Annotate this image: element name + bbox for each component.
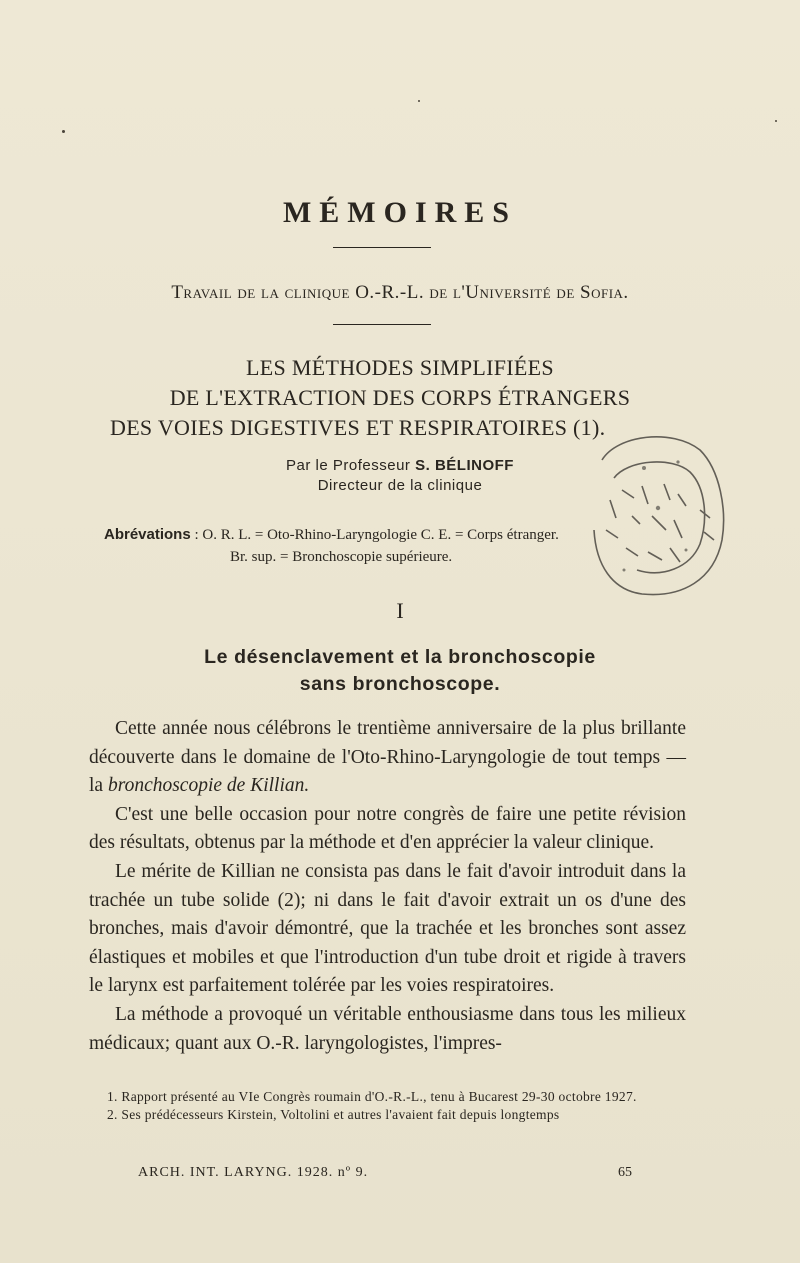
paper-speck [775, 120, 777, 122]
divider-rule [333, 324, 431, 325]
section-subtitle-line-1: Le désenclavement et la bronchoscopie [204, 646, 596, 668]
section-title: MÉMOIRES [282, 196, 517, 229]
article-title-line-1: LES MÉTHODES SIMPLIFIÉES [246, 355, 554, 380]
paper-speck [62, 130, 65, 133]
journal-citation: ARCH. INT. LARYNG. 1928. nº 9. [138, 1165, 369, 1180]
abbreviations-line-2: Br. sup. = Bronchoscopie supérieure. [230, 549, 453, 565]
institution-line: Travail de la clinique O.-R.-L. de l'Université de Sofia. [171, 282, 629, 303]
article-title-line-3: DES VOIES DIGESTIVES ET RESPIRATOIRES (1). [110, 415, 606, 440]
author-name: S. BÉLINOFF [415, 457, 514, 474]
paper-speck [418, 100, 420, 102]
paragraph-1-italic: bronchoscopie de Killian. [107, 775, 310, 797]
article-title-line-2: DE L'EXTRACTION DES CORPS ÉTRANGERS [169, 385, 631, 410]
section-subtitle-line-2: sans bronchoscope. [299, 673, 501, 695]
paragraph-1-text: Cette année nous célébrons le trentième anniversaire de la plus brillante découverte dans le domaine de l'Oto-Rhino-Laryngologie de tout temps — la [89, 718, 686, 797]
divider-rule [333, 247, 431, 248]
abbreviations-line-1 [104, 526, 559, 544]
paragraph-3: Le mérite de Killian ne consista pas dans le fait d'avoir introduit dans la trachée un tube solide (2); ni dans le fait d'avoir extrait un os d'une des bronches, mais d'avoir démontré, que la trachée et les bronches sont assez élastiques et mobiles et que l'introduction d'un tube droit et rigide à travers le larynx est parfaitement tolérée par les voies respiratoires. [89, 860, 686, 997]
paragraph-1 [89, 715, 686, 801]
library-stamp [582, 420, 732, 610]
paragraph-4: La méthode a provoqué un véritable enthousiasme dans tous les milieux médicaux; quant aux O.-R. laryngologistes, l'impres- [89, 1003, 686, 1054]
author-prefix: Par le Professeur [286, 457, 411, 474]
footnotes [89, 1088, 686, 1124]
section-number: I [396, 598, 404, 623]
footnote-2: 2. Ses prédécesseurs Kirstein, Voltolini et autres l'avaient fait depuis longtemps [107, 1107, 560, 1122]
author-role: Directeur de la clinique [317, 477, 483, 494]
page-number: 65 [618, 1165, 632, 1180]
paragraph-2: C'est une belle occasion pour notre congrès de faire une petite révision des résultats, obtenus par la méthode et d'en apprécier la valeur clinique. [89, 803, 686, 854]
abbreviations-label: Abrévations [104, 526, 191, 543]
footnote-1: 1. Rapport présenté au VIe Congrès roumain d'O.-R.-L., tenu à Bucarest 29-30 octobre 1927. [107, 1089, 637, 1104]
abbreviations-text-1: : O. R. L. = Oto-Rhino-Laryngologie C. E. = Corps étranger. [194, 527, 559, 543]
body-text [89, 715, 686, 1058]
